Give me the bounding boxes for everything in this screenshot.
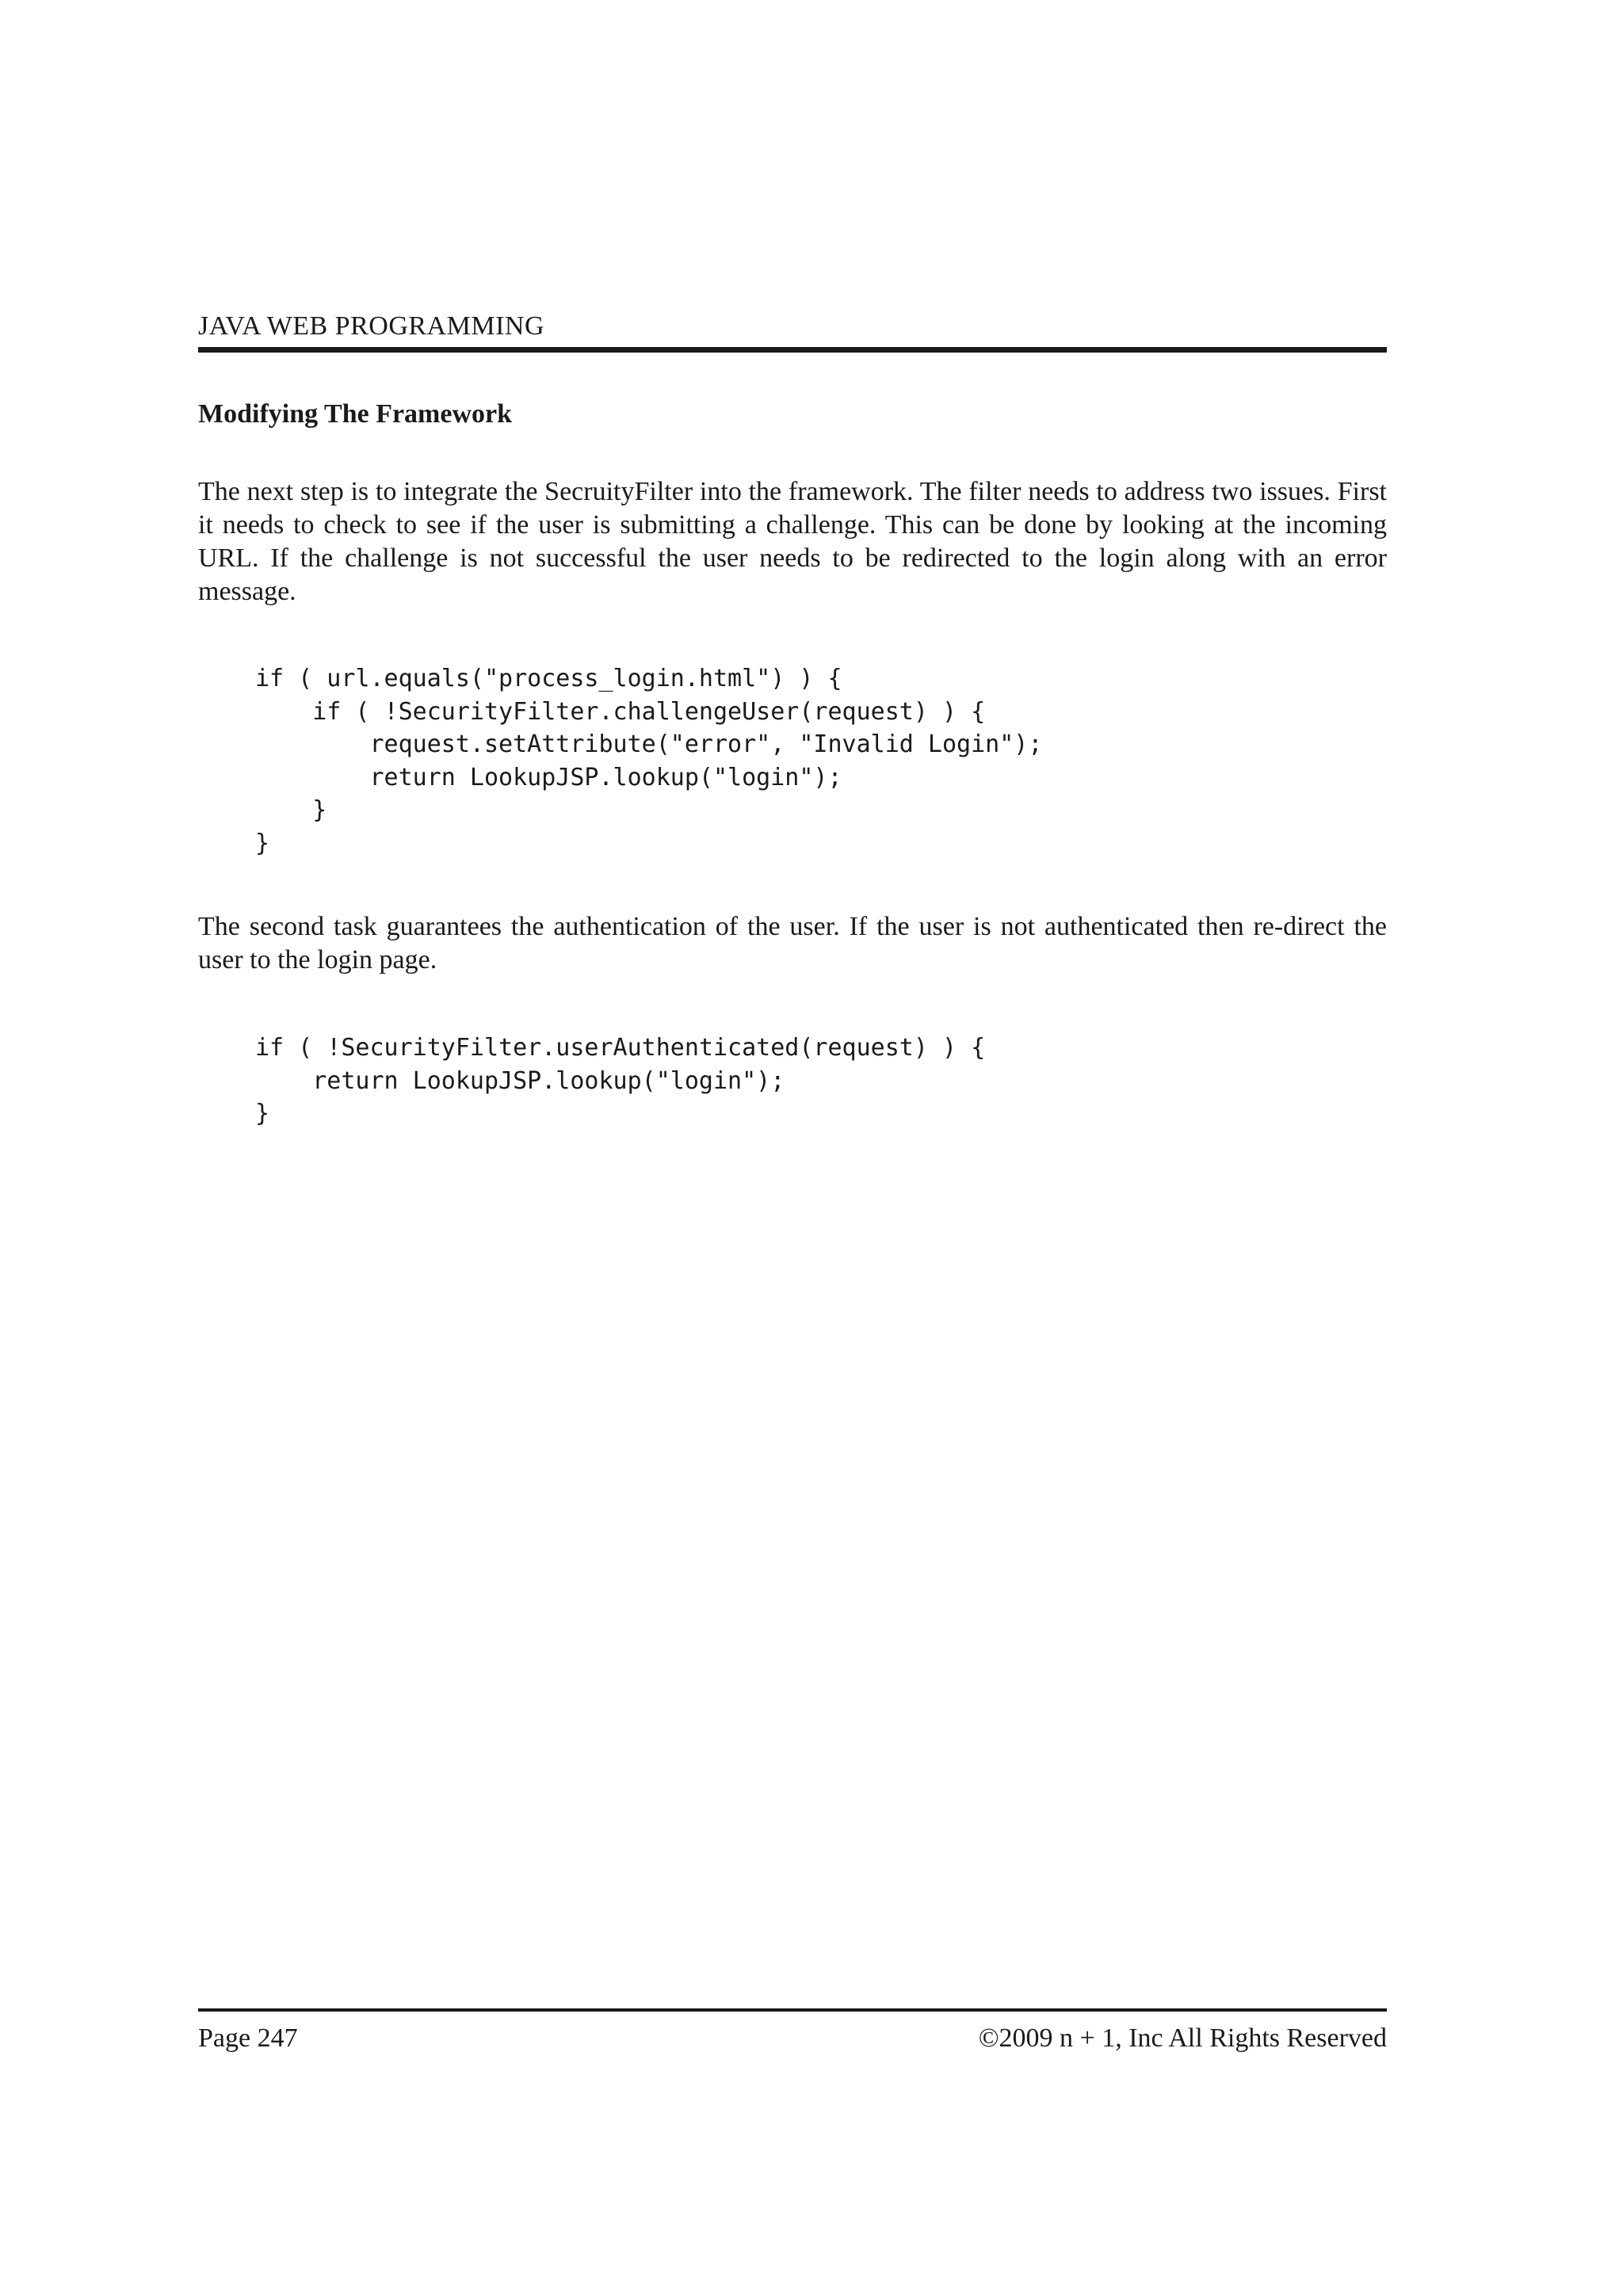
footer-rule <box>198 2008 1387 2012</box>
header-rule <box>198 347 1387 353</box>
code-block-challenge: if ( url.equals("process_login.html") ) { if ( !SecurityFilter.challengeUser(request) ) { request.setAttribute("error", "Invalid Login"); return LookupJSP.lookup("login"); } } <box>255 665 1043 857</box>
document-page <box>198 0 1387 2296</box>
intro-paragraph: The next step is to integrate the SecruityFilter into the framework. The filter needs to address two issues. First it needs to check to see if the user is submitting a challenge. This can be done by looking at the incoming URL. If the challenge is not successful the user needs to be redirected to the login along with an error message. <box>198 477 1387 606</box>
section-title: Modifying The Framework <box>198 399 513 429</box>
authentication-paragraph: The second task guarantees the authentication of the user. If the user is not authenticated then re-direct the user to the login page. <box>198 912 1387 974</box>
running-header: JAVA WEB PROGRAMMING <box>198 311 544 341</box>
copyright-notice: ©2009 n + 1, Inc All Rights Reserved <box>978 2023 1387 2053</box>
page-number: Page 247 <box>198 2023 298 2053</box>
code-block-authentication: if ( !SecurityFilter.userAuthenticated(request) ) { return LookupJSP.lookup("login"); } <box>255 1034 986 1127</box>
